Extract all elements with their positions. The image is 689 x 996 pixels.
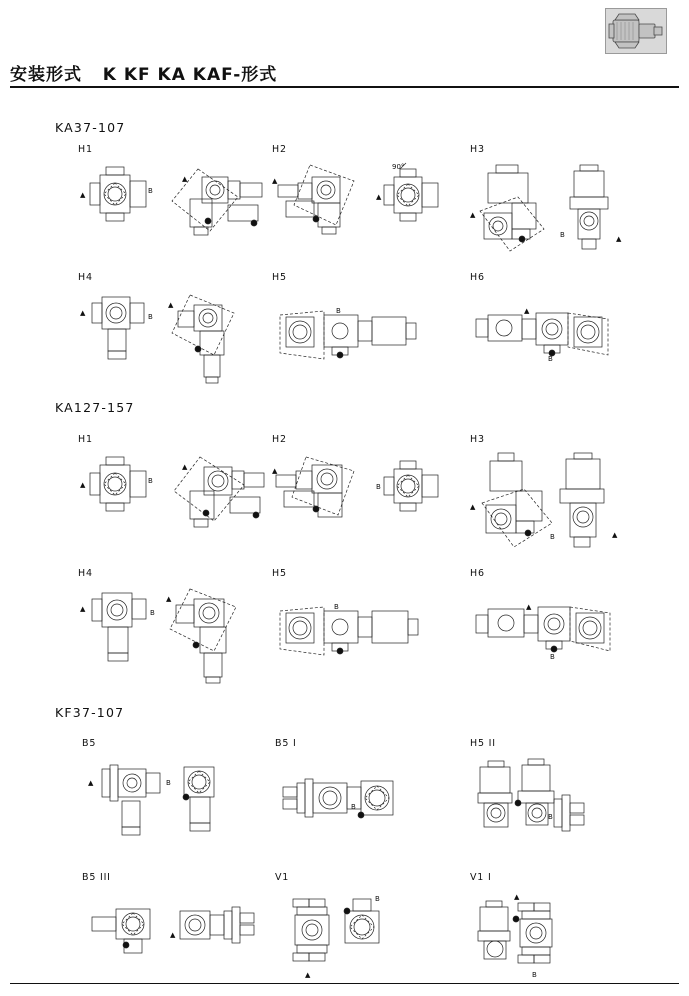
svg-text:▲: ▲ bbox=[514, 893, 520, 901]
svg-text:▲: ▲ bbox=[612, 531, 618, 539]
figure-art bbox=[82, 755, 272, 855]
figure-art bbox=[272, 161, 457, 251]
cell-label: H5 bbox=[272, 272, 287, 283]
group-title-ka127-157: KA127-157 bbox=[55, 400, 135, 415]
figure-art bbox=[82, 895, 272, 975]
svg-text:B: B bbox=[148, 313, 153, 321]
figure-art bbox=[470, 305, 660, 385]
cell-label: H2 bbox=[272, 144, 287, 155]
cell-label: V1 I bbox=[470, 872, 492, 883]
figure-art bbox=[275, 769, 465, 849]
svg-text:B: B bbox=[548, 355, 553, 363]
svg-text:B: B bbox=[166, 779, 171, 787]
figure-cell-ka127-h2 bbox=[272, 434, 457, 541]
svg-text:B: B bbox=[560, 231, 565, 239]
cell-label: B5 III bbox=[82, 872, 111, 883]
svg-text:▲: ▲ bbox=[80, 481, 86, 489]
svg-text:B: B bbox=[150, 609, 155, 617]
cell-label: H1 bbox=[78, 434, 93, 445]
figure-art bbox=[78, 585, 268, 690]
svg-text:▲: ▲ bbox=[470, 211, 476, 219]
svg-text:B: B bbox=[548, 813, 553, 821]
cell-label: V1 bbox=[275, 872, 290, 883]
figure-cell-kf37-b5iii bbox=[82, 872, 272, 975]
svg-text:▲: ▲ bbox=[80, 309, 86, 317]
figure-art bbox=[78, 161, 268, 251]
cell-label: H3 bbox=[470, 144, 485, 155]
figure-cell-kf37-h5ii bbox=[470, 738, 660, 845]
title-divider bbox=[10, 86, 679, 88]
svg-text:▲: ▲ bbox=[166, 595, 172, 603]
figure-art bbox=[78, 289, 268, 389]
cell-label: H4 bbox=[78, 568, 93, 579]
cell-label: H2 bbox=[272, 434, 287, 445]
svg-text:▲: ▲ bbox=[526, 603, 532, 611]
figure-cell-kf37-v1 bbox=[275, 872, 465, 979]
svg-text:▲: ▲ bbox=[272, 177, 278, 185]
svg-text:▲: ▲ bbox=[305, 971, 311, 979]
cell-label: H4 bbox=[78, 272, 93, 283]
group-title-ka37-107: KA37-107 bbox=[55, 120, 126, 135]
figure-cell-ka37-h4 bbox=[78, 272, 268, 389]
svg-text:▲: ▲ bbox=[376, 193, 382, 201]
figure-cell-ka127-h1 bbox=[78, 434, 268, 541]
figure-cell-ka127-h6 bbox=[470, 568, 660, 681]
gearbox-logo-icon bbox=[605, 8, 667, 54]
svg-text:▲: ▲ bbox=[182, 175, 188, 183]
figure-art bbox=[470, 161, 660, 271]
svg-text:B: B bbox=[532, 971, 537, 979]
figure-cell-kf37-b5 bbox=[82, 738, 272, 855]
figure-cell-ka127-h3 bbox=[470, 434, 660, 566]
figure-cell-ka37-h1 bbox=[78, 144, 268, 251]
figure-cell-ka37-h2 bbox=[272, 144, 457, 251]
figure-cell-ka37-h3 bbox=[470, 144, 660, 271]
cell-label: H1 bbox=[78, 144, 93, 155]
svg-text:▲: ▲ bbox=[616, 235, 622, 243]
page-title-text: 安装形式 K KF KA KAF-形式 bbox=[10, 65, 278, 85]
cell-label: H5 bbox=[272, 568, 287, 579]
figure-art bbox=[275, 889, 465, 979]
figure-cell-kf37-b5i bbox=[275, 738, 465, 849]
figure-art bbox=[272, 451, 457, 541]
figure-art bbox=[470, 601, 660, 681]
cell-label: B5 bbox=[82, 738, 97, 749]
cell-label: H5 II bbox=[470, 738, 496, 749]
svg-text:▲: ▲ bbox=[524, 307, 530, 315]
figure-art bbox=[78, 451, 268, 541]
svg-text:▲: ▲ bbox=[168, 301, 174, 309]
svg-text:▲: ▲ bbox=[470, 503, 476, 511]
figure-art bbox=[470, 889, 660, 979]
svg-text:B: B bbox=[351, 803, 356, 811]
svg-text:▲: ▲ bbox=[272, 467, 278, 475]
svg-text:B: B bbox=[148, 477, 153, 485]
footer-divider bbox=[10, 983, 679, 984]
cell-label: B5 I bbox=[275, 738, 297, 749]
svg-text:▲: ▲ bbox=[80, 605, 86, 613]
svg-text:B: B bbox=[550, 533, 555, 541]
svg-text:B: B bbox=[375, 895, 380, 903]
svg-text:B: B bbox=[148, 187, 153, 195]
figure-cell-ka37-h6 bbox=[470, 272, 660, 385]
figure-cell-ka37-h5 bbox=[272, 272, 462, 385]
svg-text:▲: ▲ bbox=[182, 463, 188, 471]
group-title-kf37-107: KF37-107 bbox=[55, 705, 125, 720]
figure-art bbox=[272, 305, 462, 385]
figure-cell-kf37-v1i bbox=[470, 872, 660, 979]
figure-art bbox=[272, 601, 462, 681]
svg-text:▲: ▲ bbox=[88, 779, 94, 787]
svg-text:B: B bbox=[336, 307, 341, 315]
figure-art bbox=[470, 451, 660, 566]
svg-text:B: B bbox=[550, 653, 555, 661]
svg-text:▲: ▲ bbox=[80, 191, 86, 199]
svg-text:B: B bbox=[376, 483, 381, 491]
svg-text:B: B bbox=[334, 603, 339, 611]
page-title bbox=[10, 60, 679, 90]
cell-label: H6 bbox=[470, 272, 485, 283]
cell-label: H6 bbox=[470, 568, 485, 579]
figure-cell-ka127-h4 bbox=[78, 568, 268, 690]
svg-text:▲: ▲ bbox=[170, 931, 176, 939]
svg-text:90°: 90° bbox=[392, 163, 405, 171]
cell-label: H3 bbox=[470, 434, 485, 445]
figure-art bbox=[470, 755, 660, 845]
figure-cell-ka127-h5 bbox=[272, 568, 462, 681]
